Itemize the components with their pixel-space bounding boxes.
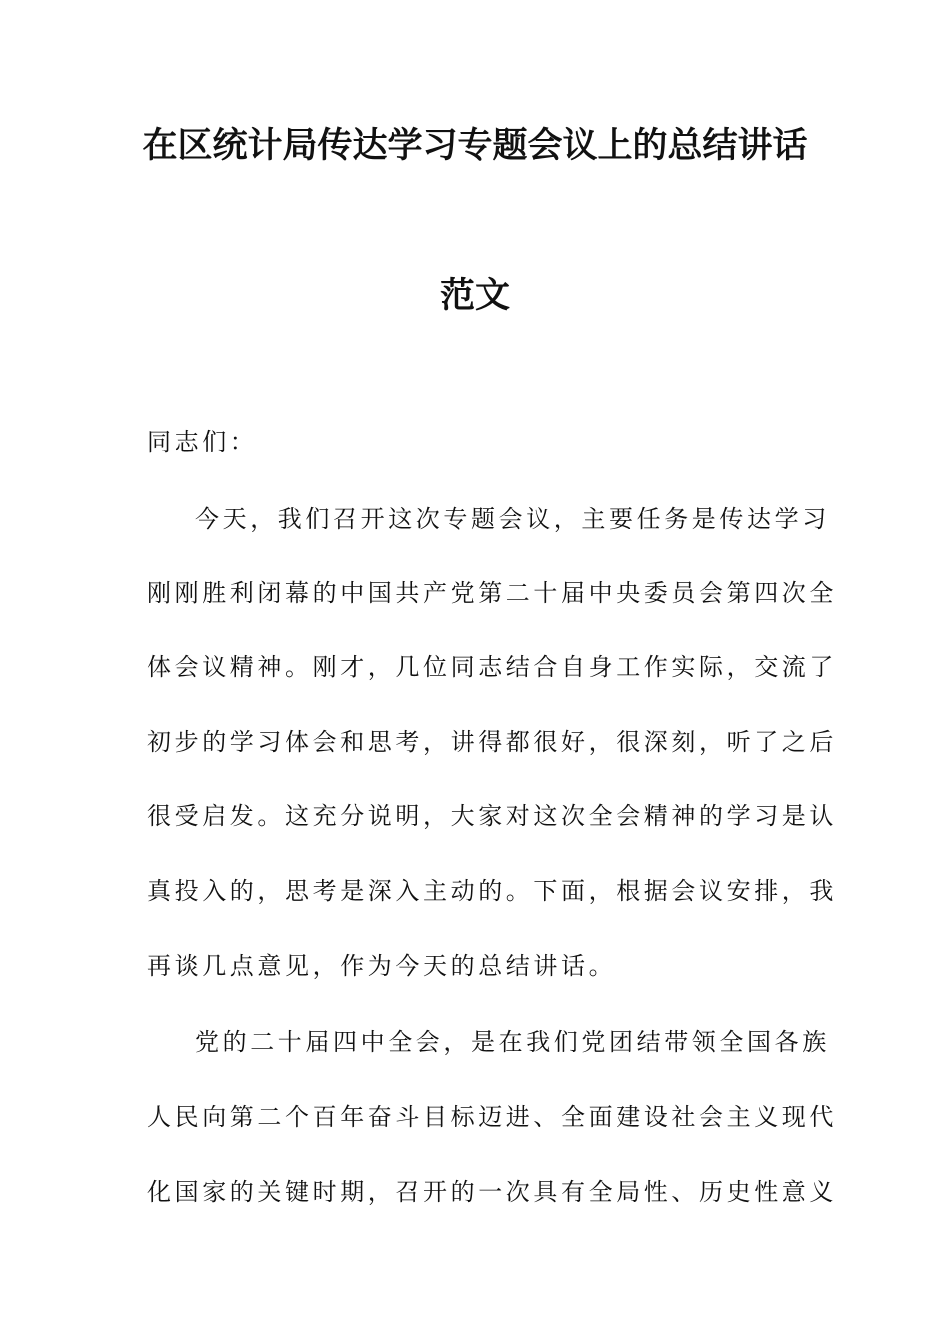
- document-title-line-1: 在区统计局传达学习专题会议上的总结讲话: [142, 126, 808, 166]
- paragraph-1-line-3: 体会议精神。刚才，几位同志结合自身工作实际，交流了: [147, 653, 837, 681]
- paragraph-2-line-1: 党的二十届四中全会，是在我们党团结带领全国各族: [195, 1028, 830, 1056]
- paragraph-2-line-2: 人民向第二个百年奋斗目标迈进、全面建设社会主义现代: [147, 1103, 837, 1131]
- paragraph-1-line-7: 再谈几点意见，作为今天的总结讲话。: [147, 952, 617, 980]
- paragraph-1-line-5: 很受启发。这充分说明，大家对这次全会精神的学习是认: [147, 802, 837, 830]
- salutation: 同志们：: [147, 428, 258, 456]
- paragraph-1-line-4: 初步的学习体会和思考，讲得都很好，很深刻，听了之后: [147, 728, 837, 756]
- paragraph-1-line-1: 今天，我们召开这次专题会议，主要任务是传达学习: [195, 505, 830, 533]
- paragraph-2-line-3: 化国家的关键时期，召开的一次具有全局性、历史性意义: [147, 1178, 837, 1206]
- document-title-line-2: 范文: [439, 276, 510, 316]
- paragraph-1-line-2: 刚刚胜利闭幕的中国共产党第二十届中央委员会第四次全: [147, 579, 837, 607]
- paragraph-1-line-6: 真投入的，思考是深入主动的。下面，根据会议安排，我: [147, 877, 837, 905]
